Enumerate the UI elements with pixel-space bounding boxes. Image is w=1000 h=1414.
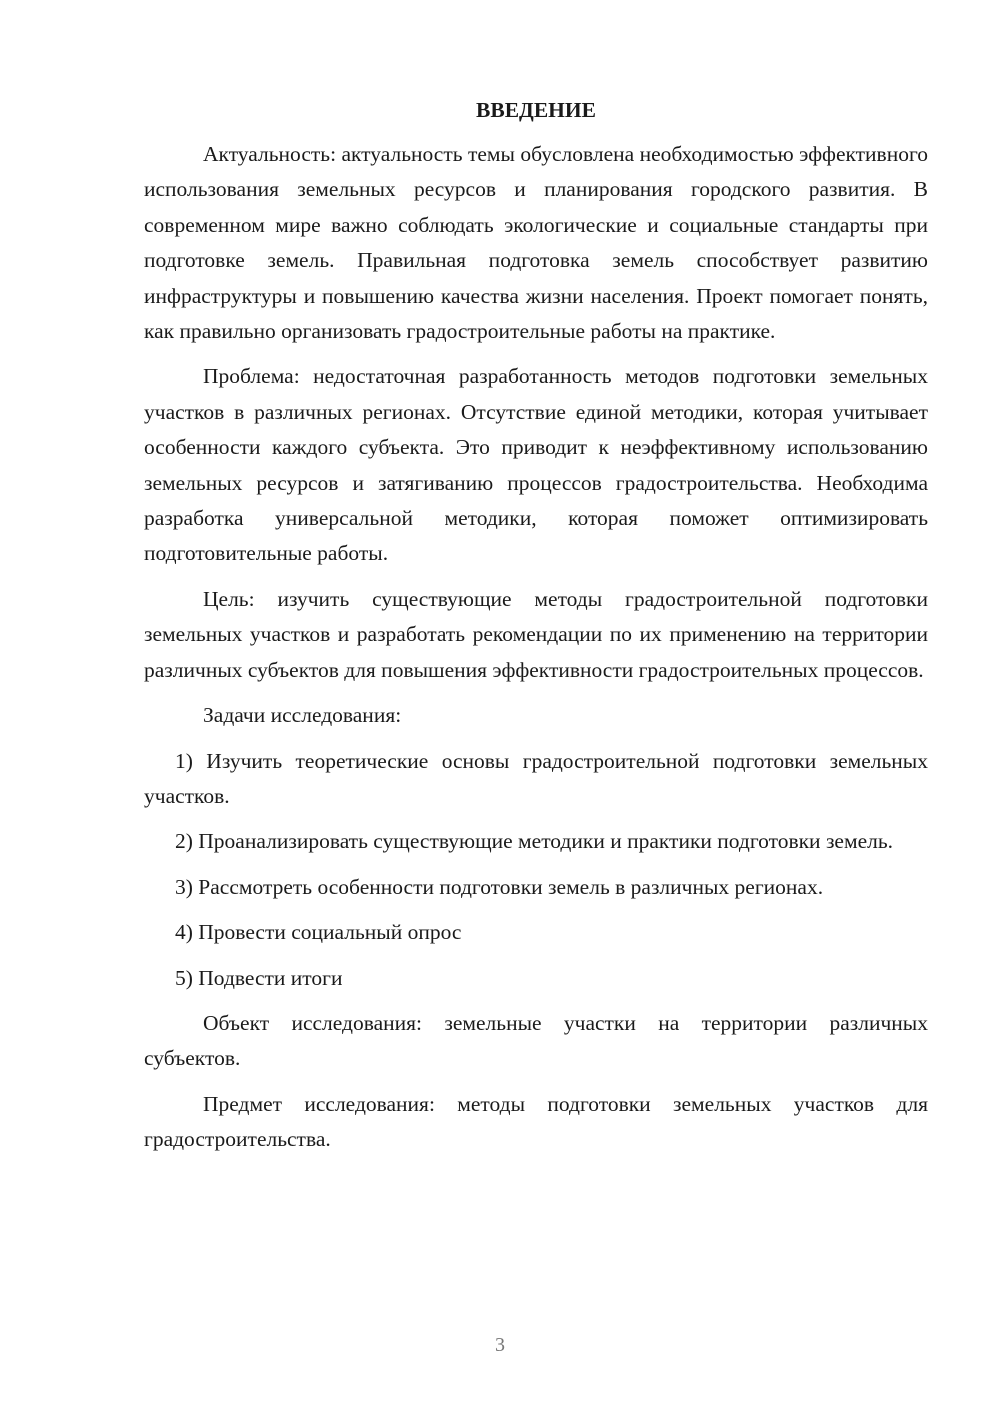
task-item-1: 1) Изучить теоретические основы градостроительной подготовки земельных участков. [144, 748, 928, 808]
section-title: ВВЕДЕНИЕ [476, 98, 596, 122]
paragraph-problem: Проблема: недостаточная разработанность методов подготовки земельных участков в различных регионах. Отсутствие единой методики, которая учитывает особенности каждого субъекта. Это приводит к неэффективному использованию земельных ресурсов и затягиванию процессов градостроительства. Необходима разработка универсальной методики, которая поможет оптимизировать подготовительные работы. [144, 364, 928, 566]
paragraph-object: Объект исследования: земельные участки на территории различных субъектов. [144, 1010, 928, 1071]
task-item-2: 2) Проанализировать существующие методики и практики подготовки земель. [175, 829, 894, 854]
task-item-5: 5) Подвести итоги [175, 965, 343, 990]
document-page [144, 92, 928, 1168]
page-number: 3 [495, 1334, 505, 1356]
paragraph-relevance: Актуальность: актуальность темы обусловлена необходимостью эффективного использования земельных ресурсов и планирования городского развития. В современном мире важно соблюдать экологические и социальные стандарты при подготовке земель. Правильная подготовка земель способствует развитию инфраструктуры и повышению качества жизни населения. Проект помогает понять, как правильно организовать градостроительные работы на практике. [144, 142, 928, 344]
task-item-4: 4) Провести социальный опрос [175, 920, 462, 945]
tasks-heading: Задачи исследования: [203, 703, 402, 728]
task-item-3: 3) Рассмотреть особенности подготовки земель в различных регионах. [175, 874, 824, 899]
paragraph-subject: Предмет исследования: методы подготовки земельных участков для градостроительства. [144, 1091, 928, 1152]
paragraph-goal: Цель: изучить существующие методы градостроительной подготовки земельных участков и разработать рекомендации по их применению на территории различных субъектов для повышения эффективности градостроительных процессов. [144, 586, 928, 682]
